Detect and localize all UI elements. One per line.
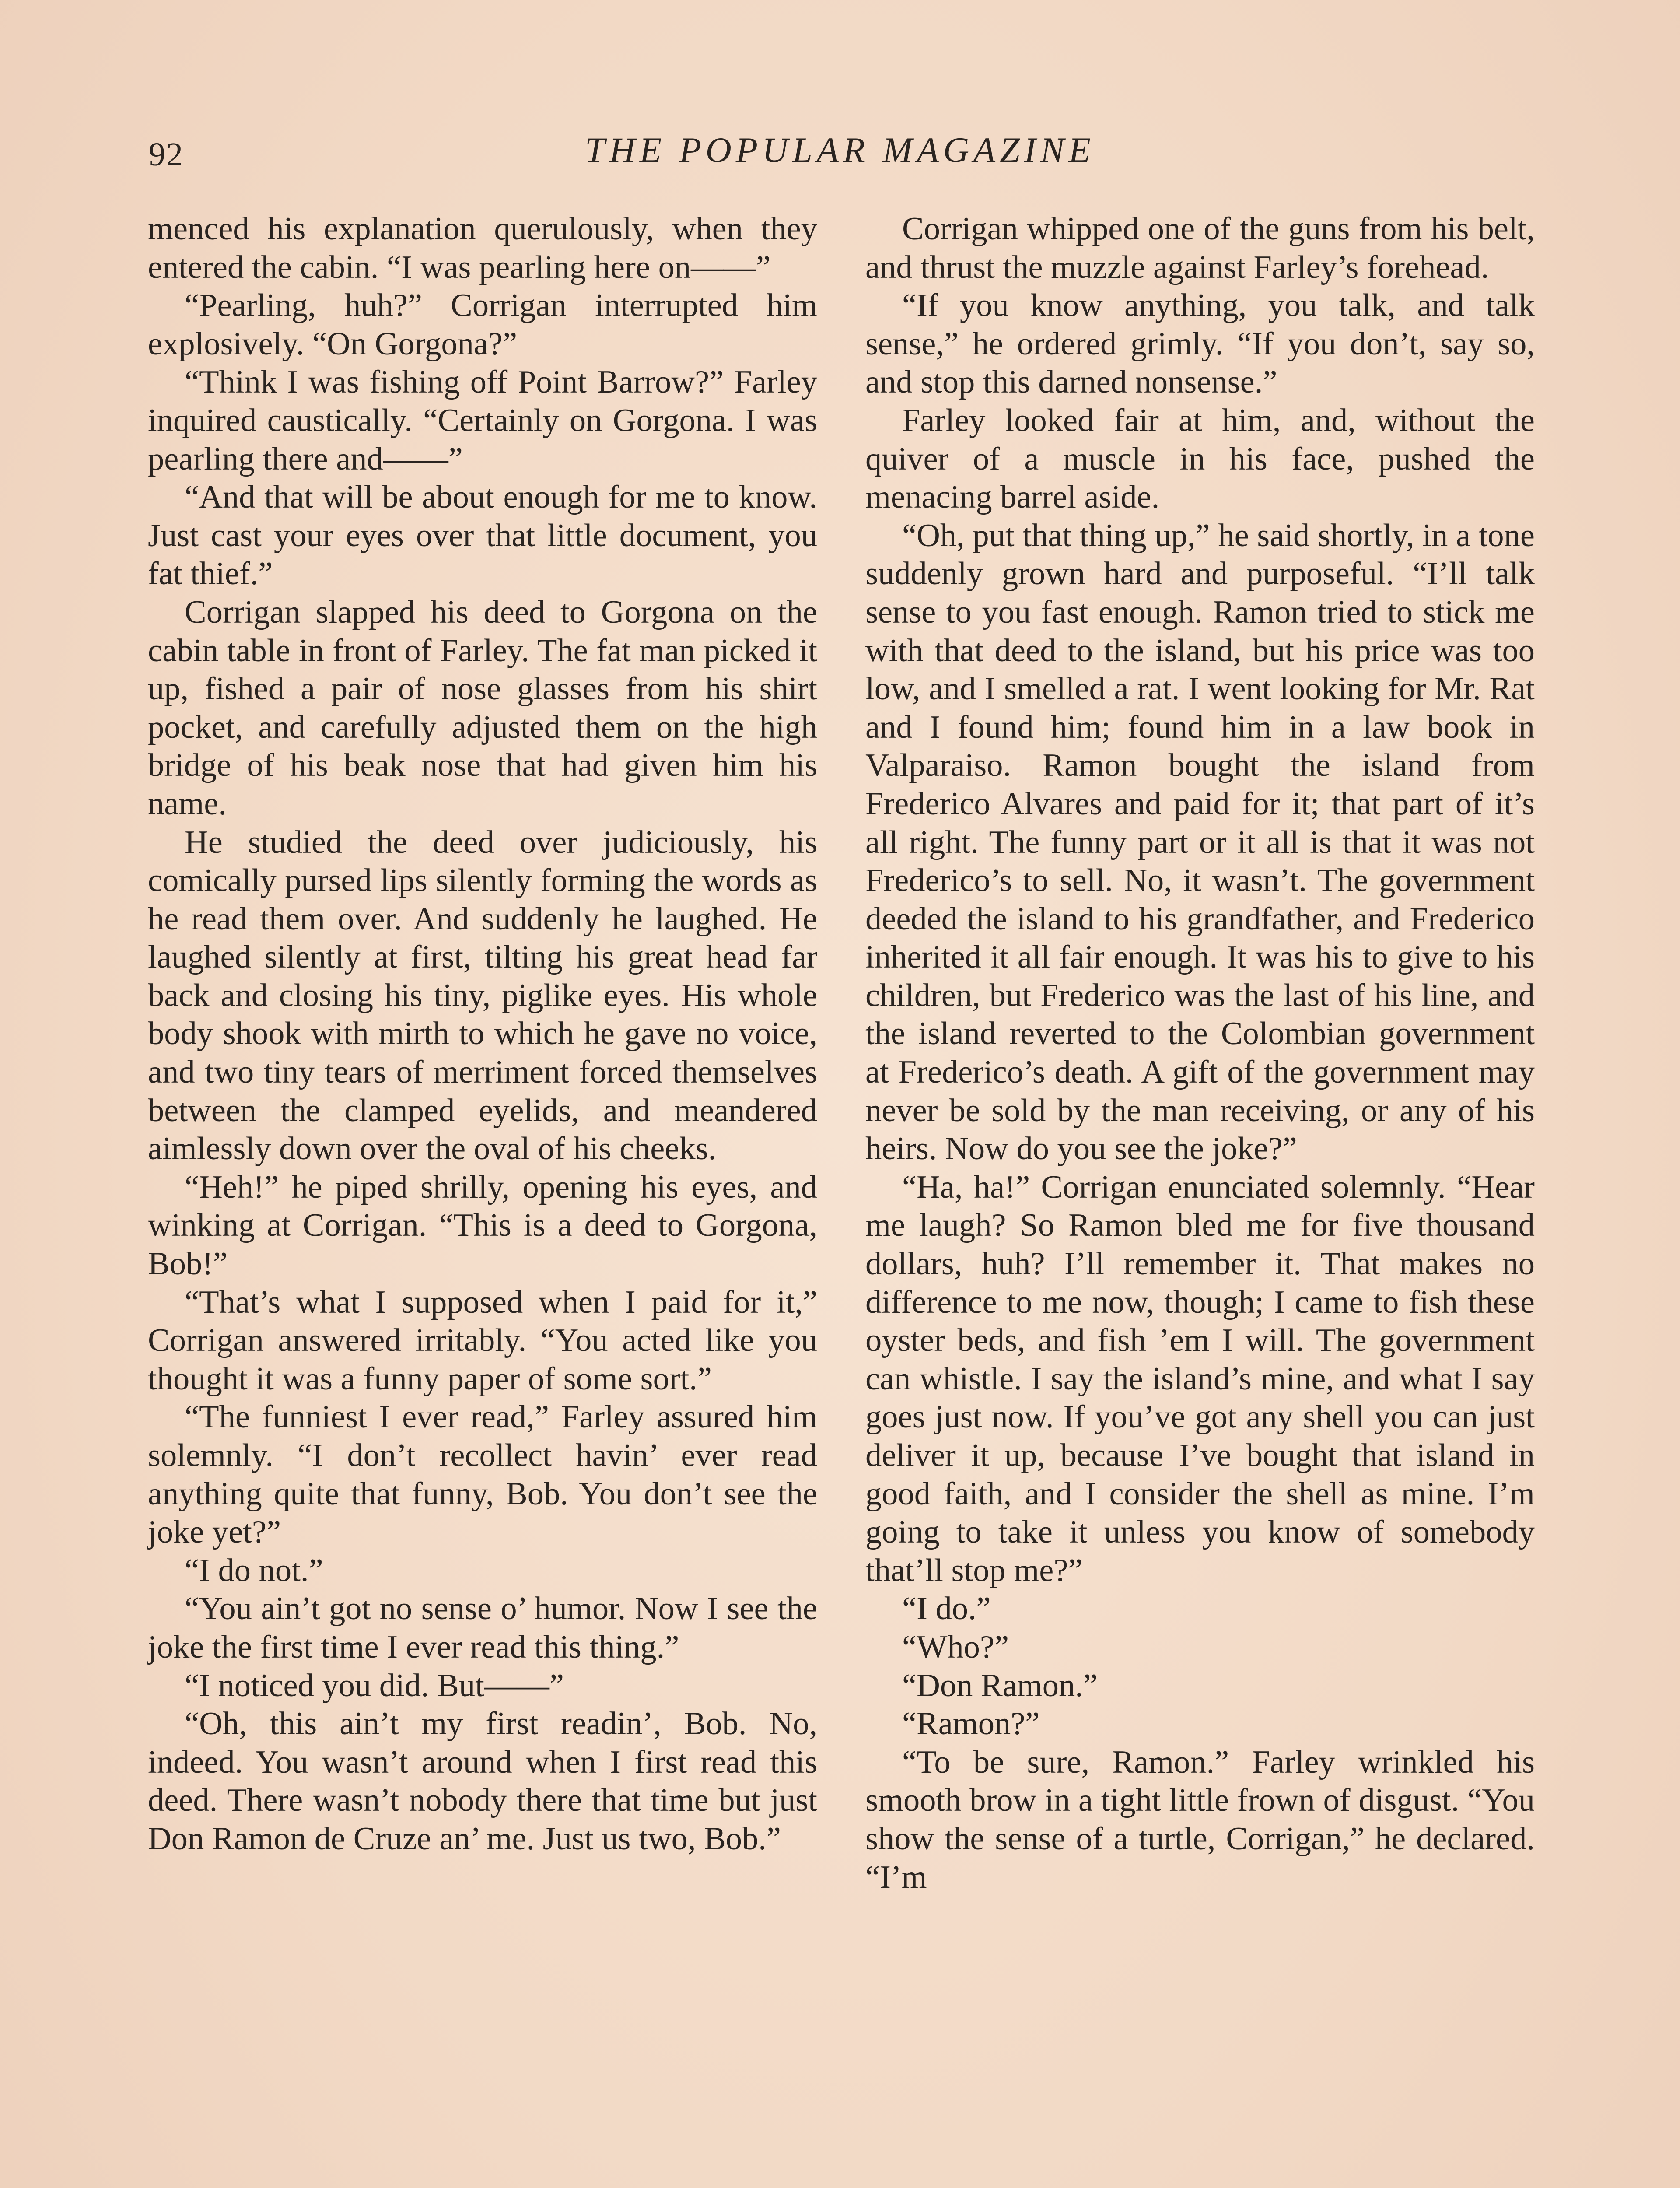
paragraph: “I do not.” [185, 1552, 323, 1588]
paragraph: Corrigan slapped his deed to Gorgona on the cabin table in front of Farley. The fat man picked it up, fished a pair of nose glasses from his shirt pocket, and carefully adjusted them on the high bridge of his beak nose that had given him his name. [148, 594, 817, 822]
text-columns [148, 210, 1536, 2188]
paragraph: “Think I was fishing off Point Barrow?” Farley inquired caustically. “Certainly on Gorgona. I was pearling there and——” [148, 364, 817, 477]
paragraph: Farley looked fair at him, and, without the quiver of a muscle in his face, pushed the menacing barrel aside. [865, 402, 1535, 515]
paragraph: “Who?” [902, 1629, 1009, 1665]
paragraph: “Oh, put that thing up,” he said shortly, in a tone suddenly grown hard and purposeful. “I’ll talk sense to you fast enough. Ramon tried to stick me with that deed to the island, but his price was too low, and I smelled a rat. I went looking for Mr. Rat and I found him; found him in a law book in Valparaiso. Ramon bought the island from Frederico Alvares and paid for it; that part of it’s all right. The funny part or it all is that it was not Frederico’s to sell. No, it wasn’t. The government deeded the island to his grandfather, and Frederico inherited it all fair enough. It was his to give to his children, but Frederico was the last of his line, and the island reverted to the Colombian government at Frederico’s death. A gift of the government may never be sold by the man receiving, or any of his heirs. Now do you see the joke?” [865, 517, 1535, 1167]
paragraph: Corrigan whipped one of the guns from his belt, and thrust the muzzle against Farley’s forehead. [865, 211, 1535, 285]
paragraph: “Don Ramon.” [902, 1667, 1098, 1704]
paragraph: menced his explanation querulously, when they entered the cabin. “I was pearling here on——” [148, 211, 817, 285]
paragraph: “Pearling, huh?” Corrigan interrupted him explosively. “On Gorgona?” [148, 288, 817, 362]
paragraph: “To be sure, Ramon.” Farley wrinkled his smooth brow in a tight little frown of disgust. “You show the sense of a turtle, Corrigan,” he declared. “I’m [865, 1744, 1535, 1895]
paragraph: “The funniest I ever read,” Farley assured him solemnly. “I don’t recollect havin’ ever read anything quite that funny, Bob. You don’t see the joke yet?” [148, 1399, 817, 1550]
paragraph: “Heh!” he piped shrilly, opening his eyes, and winking at Corrigan. “This is a deed to Gorgona, Bob!” [148, 1169, 817, 1282]
right-column [865, 210, 1535, 1897]
left-column [148, 210, 817, 1858]
paragraph: “I noticed you did. But——” [185, 1667, 564, 1704]
paragraph: He studied the deed over judiciously, his comically pursed lips silently forming the words as he read them over. And suddenly he laughed. He laughed silently at first, tilting his great head far back and closing his tiny, piglike eyes. His whole body shook with mirth to which he gave no voice, and two tiny tears of merriment forced themselves between the clamped eyelids, and meandered aimlessly down over the oval of his cheeks. [148, 824, 817, 1167]
page-header [144, 127, 1536, 179]
paragraph: “If you know anything, you talk, and talk sense,” he ordered grimly. “If you don’t, say so, and stop this darned nonsense.” [865, 288, 1535, 400]
paragraph: “You ain’t got no sense o’ humor. Now I see the joke the first time I ever read this thing.” [148, 1591, 817, 1665]
paragraph: “That’s what I supposed when I paid for it,” Corrigan answered irritably. “You acted like you thought it was a funny paper of some sort.” [148, 1284, 817, 1397]
paragraph: “Ha, ha!” Corrigan enunciated solemnly. “Hear me laugh? So Ramon bled me for five thousand dollars, huh? I’ll remember it. That makes no difference to me now, though; I came to fish these oyster beds, and fish ’em I will. The government can whistle. I say the island’s mine, and what I say goes just now. If you’ve got any shell you can just deliver it up, because I’ve bought that island in good faith, and I consider the shell as mine. I’m going to take it unless you know of somebody that’ll stop me?” [865, 1169, 1535, 1588]
running-head: THE POPULAR MAGAZINE [585, 130, 1095, 170]
paragraph: “Ramon?” [902, 1706, 1040, 1742]
paragraph: “And that will be about enough for me to know. Just cast your eyes over that little document, you fat thief.” [148, 479, 817, 592]
page-number: 92 [149, 136, 184, 173]
paragraph: “I do.” [902, 1591, 991, 1627]
paragraph: “Oh, this ain’t my first readin’, Bob. No, indeed. You wasn’t around when I first read this deed. There wasn’t nobody there that time but just Don Ramon de Cruze an’ me. Just us two, Bob.” [148, 1706, 817, 1857]
